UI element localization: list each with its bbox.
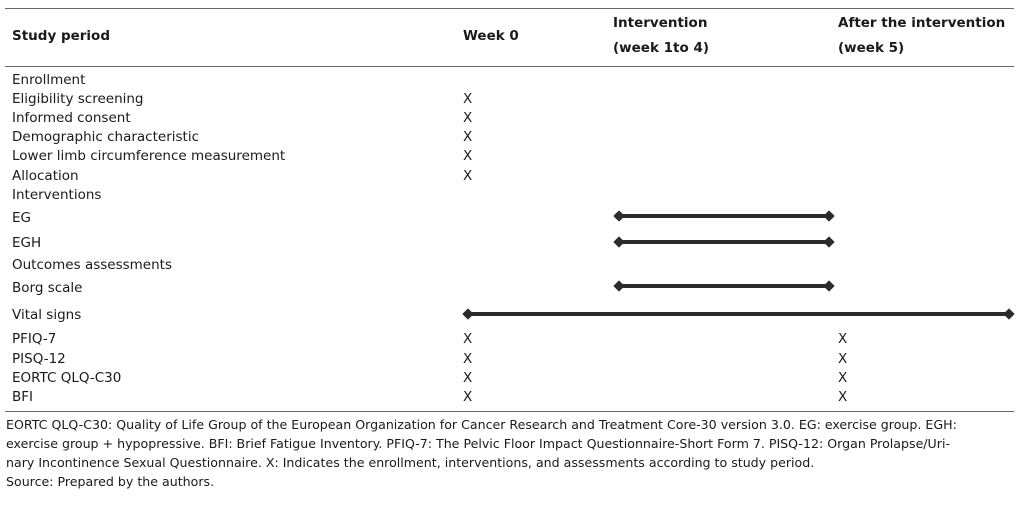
mark-bfi-week0: X	[463, 389, 473, 405]
mark-bfi-week5: X	[838, 389, 848, 405]
timeline-eg-bar	[619, 214, 830, 218]
row-label-eortc: EORTC QLQ-C30	[12, 370, 122, 386]
row-label-bfi: BFI	[12, 389, 34, 405]
row-label-demographic: Demographic characteristic	[12, 129, 199, 145]
mark-allocation-week0: X	[463, 168, 473, 184]
timeline-vital-signs-start	[462, 308, 473, 319]
header-intervention-weeks: (week 1to 4)	[613, 40, 710, 56]
row-label-allocation: Allocation	[12, 168, 79, 184]
row-label-borg-scale: Borg scale	[12, 280, 83, 296]
row-label-interventions: Interventions	[12, 187, 102, 203]
row-label-vital-signs: Vital signs	[12, 307, 82, 323]
row-label-eg: EG	[12, 210, 31, 226]
footnote-source: Source: Prepared by the authors.	[6, 474, 215, 489]
timeline-egh-start	[613, 236, 624, 247]
row-label-outcomes: Outcomes assessments	[12, 257, 172, 273]
header-study-period: Study period	[12, 28, 110, 44]
row-label-pfiq7: PFIQ-7	[12, 331, 57, 347]
table-bottom-rule	[5, 411, 1014, 412]
header-week-0: Week 0	[463, 28, 519, 44]
footnote-line-2: exercise group + hypopressive. BFI: Brief Fatigue Inventory. PFIQ-7: The Pelvic Floor Impact Questionnaire-Short Form 7. PISQ-12: Organ Prolapse/Uri-	[6, 436, 950, 451]
header-rule	[5, 66, 1014, 67]
row-label-enrollment: Enrollment	[12, 72, 86, 88]
header-intervention: Intervention	[613, 15, 708, 31]
timeline-eg-end	[823, 210, 834, 221]
row-label-informed-consent: Informed consent	[12, 110, 131, 126]
row-label-egh: EGH	[12, 235, 42, 251]
timeline-vital-signs-end	[1003, 308, 1014, 319]
row-label-lower-limb: Lower limb circumference measurement	[12, 148, 286, 164]
row-label-pisq12: PISQ-12	[12, 351, 66, 367]
timeline-egh-end	[823, 236, 834, 247]
mark-pfiq7-week5: X	[838, 331, 848, 347]
mark-consent-week0: X	[463, 110, 473, 126]
mark-lower-limb-week0: X	[463, 148, 473, 164]
footnote-line-3: nary Incontinence Sexual Questionnaire. X: Indicates the enrollment, interventions, and assessments according to study period.	[6, 455, 815, 470]
mark-pisq12-week0: X	[463, 351, 473, 367]
timeline-eg-start	[613, 210, 624, 221]
mark-demographic-week0: X	[463, 129, 473, 145]
timeline-borg-end	[823, 280, 834, 291]
mark-eortc-week5: X	[838, 370, 848, 386]
timeline-vital-signs-bar	[468, 312, 1010, 316]
footnote-line-1: EORTC QLQ-C30: Quality of Life Group of the European Organization for Cancer Research and Treatment Core-30 version 3.0. EG: exercise group. EGH:	[6, 417, 957, 432]
table-top-rule	[5, 8, 1014, 9]
timeline-borg-start	[613, 280, 624, 291]
mark-eortc-week0: X	[463, 370, 473, 386]
header-after-weeks: (week 5)	[838, 40, 905, 56]
row-label-eligibility-screening: Eligibility screening	[12, 91, 144, 107]
header-after-intervention: After the intervention	[838, 15, 1006, 31]
mark-eligibility-week0: X	[463, 91, 473, 107]
mark-pfiq7-week0: X	[463, 331, 473, 347]
mark-pisq12-week5: X	[838, 351, 848, 367]
timeline-borg-bar	[619, 284, 830, 288]
timeline-egh-bar	[619, 240, 830, 244]
